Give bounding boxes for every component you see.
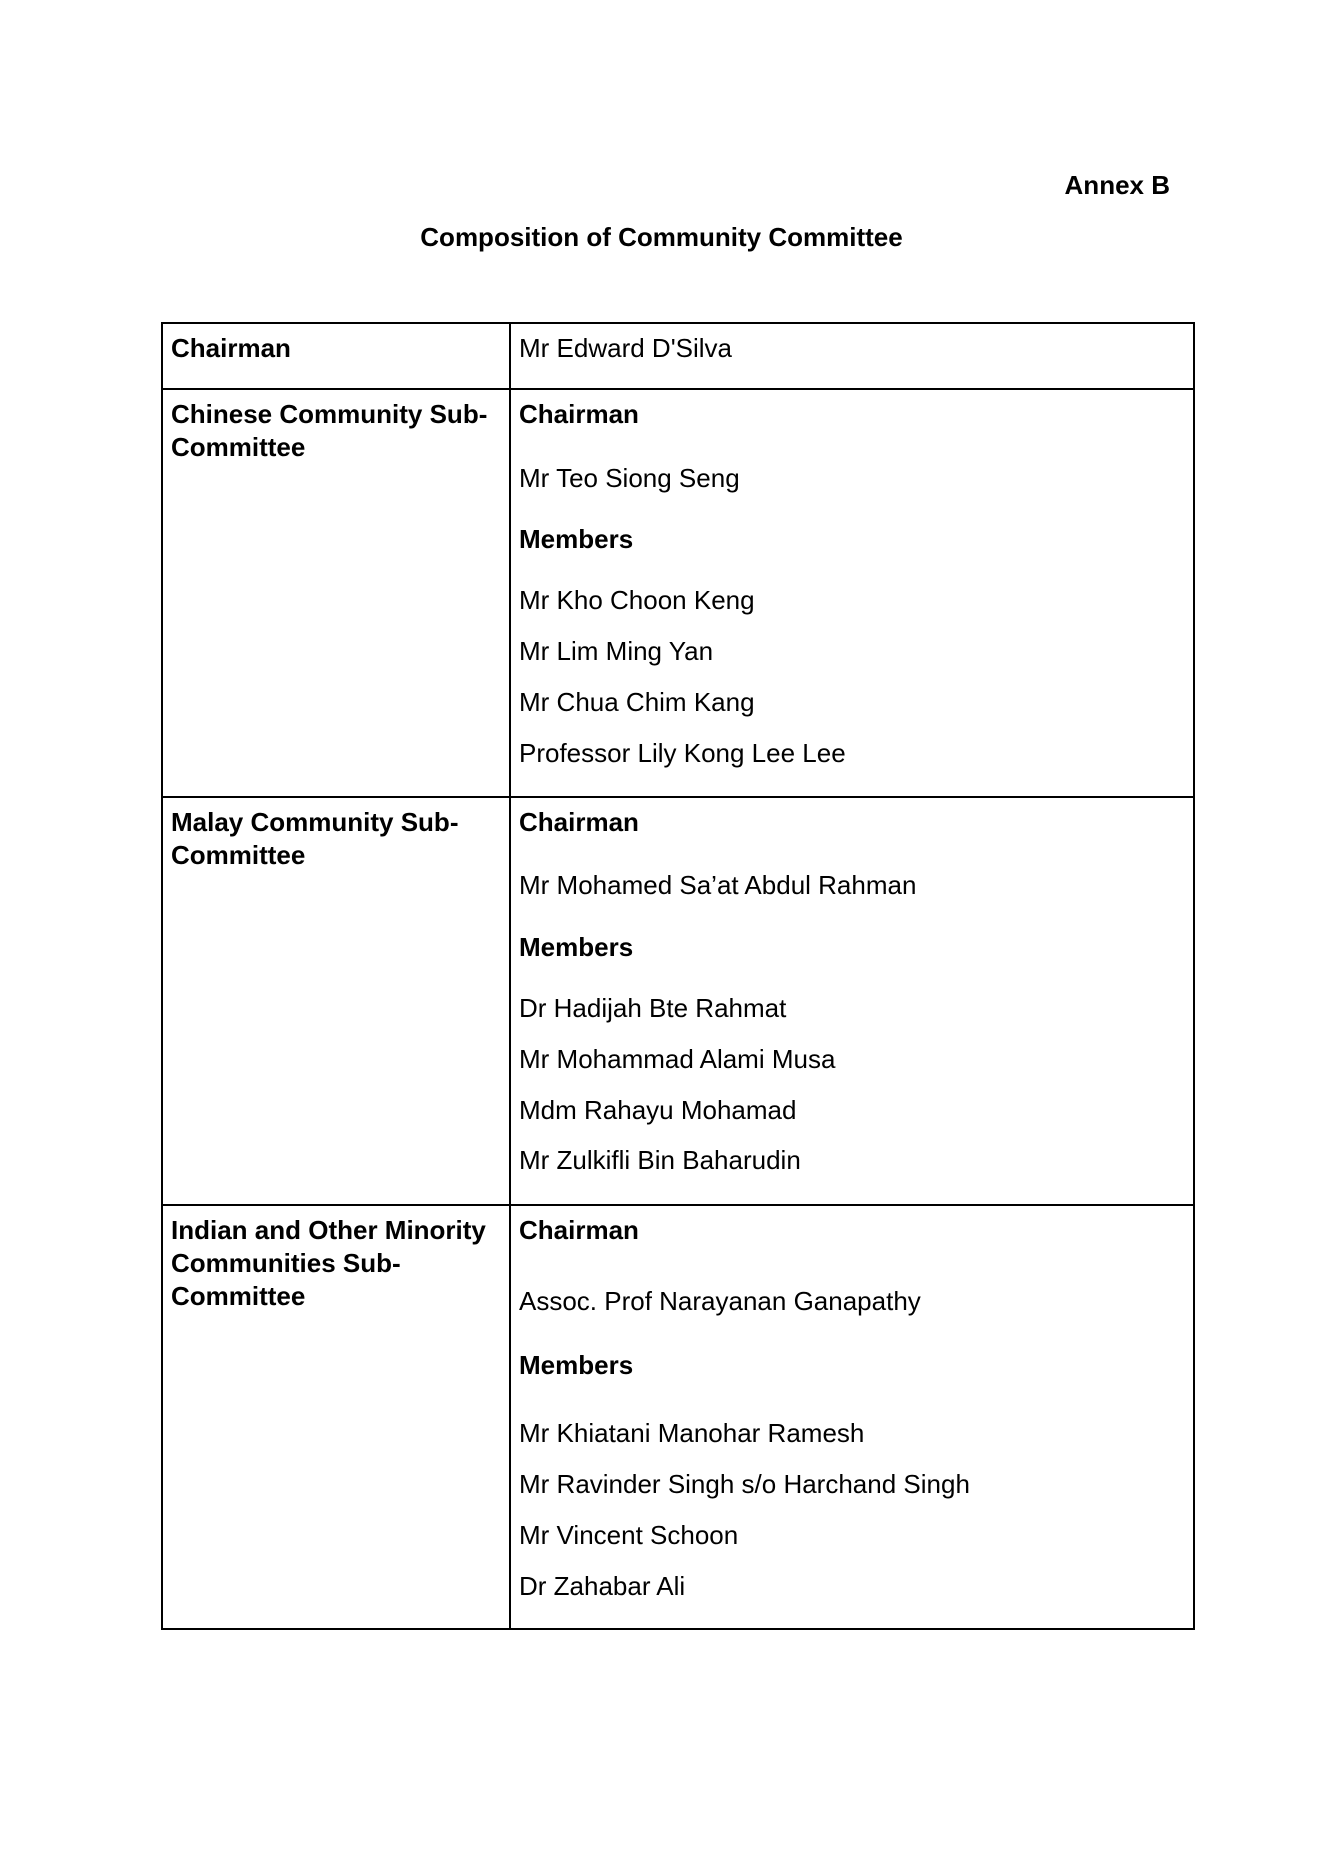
- committee-table: [161, 322, 1195, 1630]
- list-item: Mr Ravinder Singh s/o Harchand Singh: [519, 1469, 970, 1499]
- list-item: Mr Zulkifli Bin Baharudin: [519, 1145, 801, 1175]
- annex-label: Annex B: [1064, 170, 1170, 200]
- list-item: Mr Kho Choon Keng: [519, 585, 755, 615]
- row-label-indian: Indian and Other Minority Communities Sub-Committee: [162, 1205, 510, 1629]
- table-row-malay: [162, 797, 1194, 1205]
- row-label-malay: Malay Community Sub-Committee: [162, 797, 510, 1205]
- table-row-chinese: [162, 389, 1194, 797]
- list-item: Mr Lim Ming Yan: [519, 636, 714, 666]
- chinese-chairman-heading: Chairman: [519, 399, 639, 429]
- table-row-indian: [162, 1205, 1194, 1629]
- committee-chairman-name: Mr Edward D'Silva: [519, 333, 733, 363]
- list-item: Mdm Rahayu Mohamad: [519, 1095, 797, 1125]
- document-title: Composition of Community Committee: [420, 222, 903, 252]
- list-item: Mr Vincent Schoon: [519, 1520, 739, 1550]
- list-item: Mr Khiatani Manohar Ramesh: [519, 1418, 865, 1448]
- malay-chairman-heading: Chairman: [519, 807, 639, 837]
- indian-members-heading: Members: [519, 1350, 634, 1380]
- indian-chairman-name: Assoc. Prof Narayanan Ganapathy: [519, 1286, 921, 1316]
- list-item: Mr Mohammad Alami Musa: [519, 1044, 836, 1074]
- chinese-members-heading: Members: [519, 524, 634, 554]
- list-item: Professor Lily Kong Lee Lee: [519, 738, 846, 768]
- malay-chairman-name: Mr Mohamed Sa’at Abdul Rahman: [519, 870, 917, 900]
- malay-members-heading: Members: [519, 932, 634, 962]
- list-item: Mr Chua Chim Kang: [519, 687, 755, 717]
- chinese-chairman-name: Mr Teo Siong Seng: [519, 463, 740, 493]
- row-label-chinese: Chinese Community Sub-Committee: [162, 389, 510, 797]
- indian-chairman-heading: Chairman: [519, 1215, 639, 1245]
- list-item: Dr Zahabar Ali: [519, 1571, 686, 1601]
- row-label-chairman: Chairman: [162, 323, 510, 389]
- list-item: Dr Hadijah Bte Rahmat: [519, 993, 787, 1023]
- table-row-chairman: [162, 323, 1194, 389]
